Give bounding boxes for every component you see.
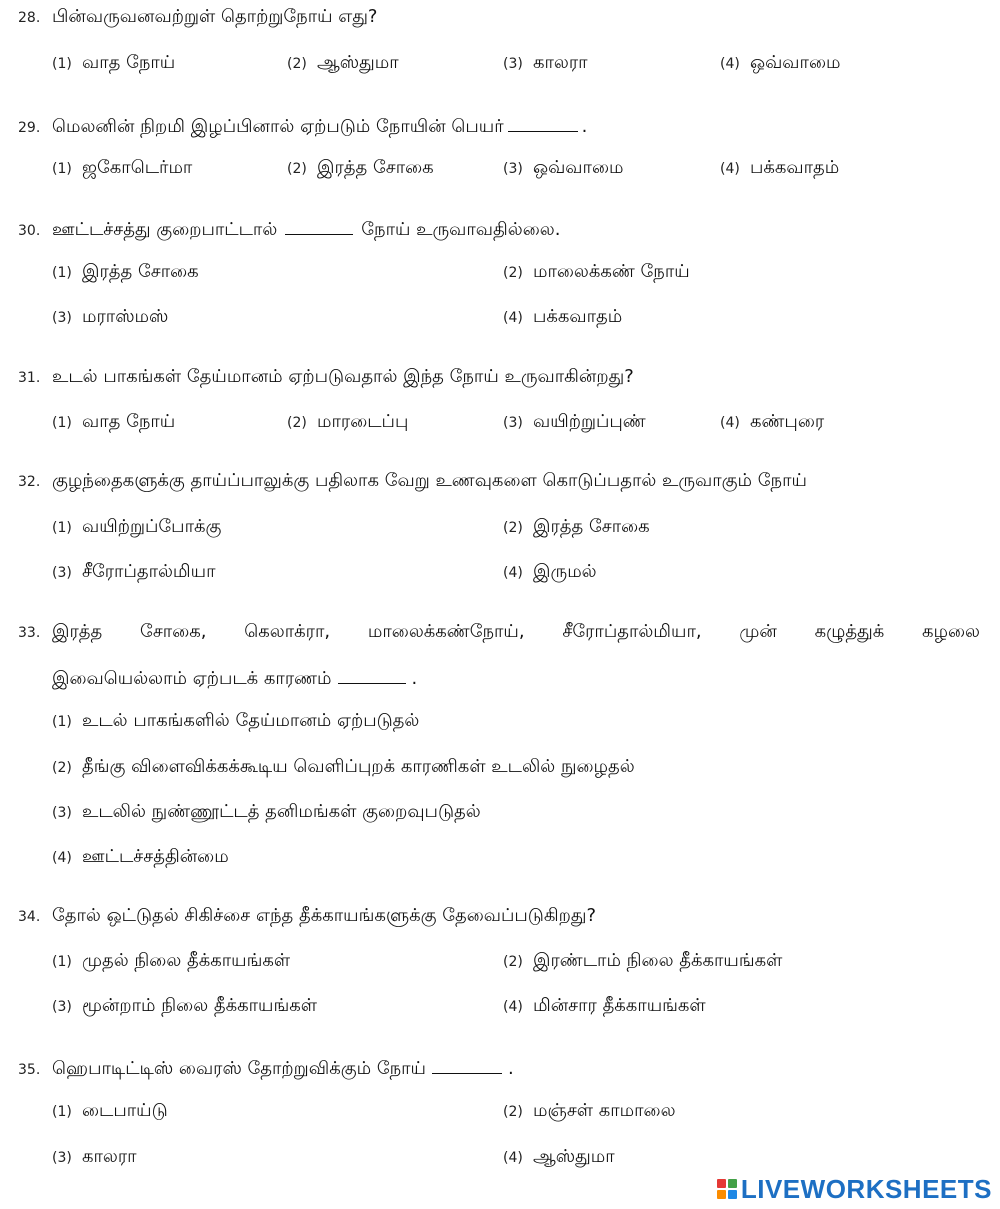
option: (3) வயிற்றுப்புண் — [503, 411, 646, 432]
option: (2) மஞ்சள் காமாலை — [503, 1100, 676, 1121]
option: (3) மூன்றாம் நிலை தீக்காயங்கள் — [52, 995, 317, 1016]
answer-blank — [285, 216, 353, 235]
question-number: 28. — [18, 10, 41, 26]
option: (4) இருமல் — [503, 561, 597, 582]
question-text: உடல் பாகங்கள் தேய்மானம் ஏற்படுவதால் இந்த நோய் உருவாகின்றது? — [52, 366, 634, 387]
option: (1) வாத நோய் — [52, 52, 176, 73]
question-28 — [18, 6, 378, 29]
answer-blank — [338, 665, 406, 684]
question-30: 30. ஊட்டச்சத்து குறைபாட்டால் நோய் உருவாவதில்லை. — [18, 216, 560, 242]
option: (2) இரண்டாம் நிலை தீக்காயங்கள் — [503, 950, 783, 971]
question-number: 34. — [18, 909, 41, 925]
option: (4) மின்சார தீக்காயங்கள் — [503, 995, 706, 1016]
question-number: 35. — [18, 1062, 41, 1078]
option: (4) ஊட்டச்சத்தின்மை — [52, 846, 229, 867]
question-33-number — [18, 621, 52, 642]
option: (3) சீரோப்தால்மியா — [52, 561, 216, 582]
option: (3) ஒவ்வாமை — [503, 157, 624, 178]
question-text: மெலனின் நிறமி இழப்பினால் ஏற்படும் நோயின் பெயர் — [52, 116, 504, 137]
option: (2) ஆஸ்துமா — [287, 52, 399, 73]
question-number: 33. — [18, 625, 41, 641]
liveworksheets-logo[interactable] — [717, 1173, 992, 1205]
option: (4) ஆஸ்துமா — [503, 1146, 615, 1167]
question-text: இரத்த சோகை, கெலாக்ரா, மாலைக்கண்நோய், சீரோப்தால்மியா, முன் கழுத்துக் கழலை — [52, 621, 980, 642]
logo-text: LIVEWORKSHEETS — [740, 1173, 992, 1204]
option: (3) உடலில் நுண்ணூட்டத் தனிமங்கள் குறைவுபடுதல் — [52, 801, 481, 822]
option: (1) இரத்த சோகை — [52, 261, 199, 282]
option: (1) முதல் நிலை தீக்காயங்கள் — [52, 950, 291, 971]
question-number: 31. — [18, 370, 41, 386]
logo-squares-icon — [717, 1179, 737, 1199]
question-number: 29. — [18, 120, 41, 136]
question-32 — [18, 470, 807, 493]
option: (4) பக்கவாதம் — [503, 306, 623, 327]
option: (2) இரத்த சோகை — [503, 516, 650, 537]
option: (1) ஜகோடெர்மா — [52, 157, 193, 178]
question-34 — [18, 905, 596, 928]
option: (1) வயிற்றுப்போக்கு — [52, 516, 222, 537]
question-text: பின்வருவனவற்றுள் தொற்றுநோய் எது? — [52, 6, 378, 27]
question-text: தோல் ஒட்டுதல் சிகிச்சை எந்த தீக்காயங்களுக்கு தேவைப்படுகிறது? — [52, 905, 597, 926]
question-35: 35. ஹெபாடிட்டிஸ் வைரஸ் தோற்றுவிக்கும் நோய் . — [18, 1055, 514, 1081]
question-29: 29. மெலனின் நிறமி இழப்பினால் ஏற்படும் நோயின் பெயர் . — [18, 113, 587, 139]
question-31 — [18, 366, 634, 389]
option: (1) உடல் பாகங்களில் தேய்மானம் ஏற்படுதல் — [52, 710, 420, 731]
option: (2) மாலைக்கண் நோய் — [503, 261, 690, 282]
question-text: இவையெல்லாம் ஏற்படக் காரணம் — [52, 668, 332, 689]
question-text: ஹெபாடிட்டிஸ் வைரஸ் தோற்றுவிக்கும் நோய் — [52, 1058, 426, 1079]
option: (1) டைபாய்டு — [52, 1100, 168, 1121]
option: (3) காலரா — [52, 1146, 137, 1167]
option: (2) மாரடைப்பு — [287, 411, 409, 432]
question-text: குழந்தைகளுக்கு தாய்ப்பாலுக்கு பதிலாக வேறு உணவுகளை கொடுப்பதால் உருவாகும் நோய் — [52, 470, 807, 491]
question-33-line2: இவையெல்லாம் ஏற்படக் காரணம் . — [52, 665, 417, 691]
option: (4) கண்புரை — [720, 411, 825, 432]
question-number: 32. — [18, 474, 41, 490]
question-number: 30. — [18, 223, 41, 239]
option: (2) இரத்த சோகை — [287, 157, 434, 178]
option: (2) தீங்கு விளைவிக்கக்கூடிய வெளிப்புறக் காரணிகள் உடலில் நுழைதல் — [52, 756, 635, 777]
answer-blank — [432, 1055, 502, 1074]
option: (4) ஒவ்வாமை — [720, 52, 841, 73]
option: (4) பக்கவாதம் — [720, 157, 840, 178]
answer-blank — [508, 113, 578, 132]
option: (3) காலரா — [503, 52, 588, 73]
option: (1) வாத நோய் — [52, 411, 176, 432]
question-text: ஊட்டச்சத்து குறைபாட்டால் — [52, 219, 278, 240]
option: (3) மராஸ்மஸ் — [52, 306, 169, 327]
